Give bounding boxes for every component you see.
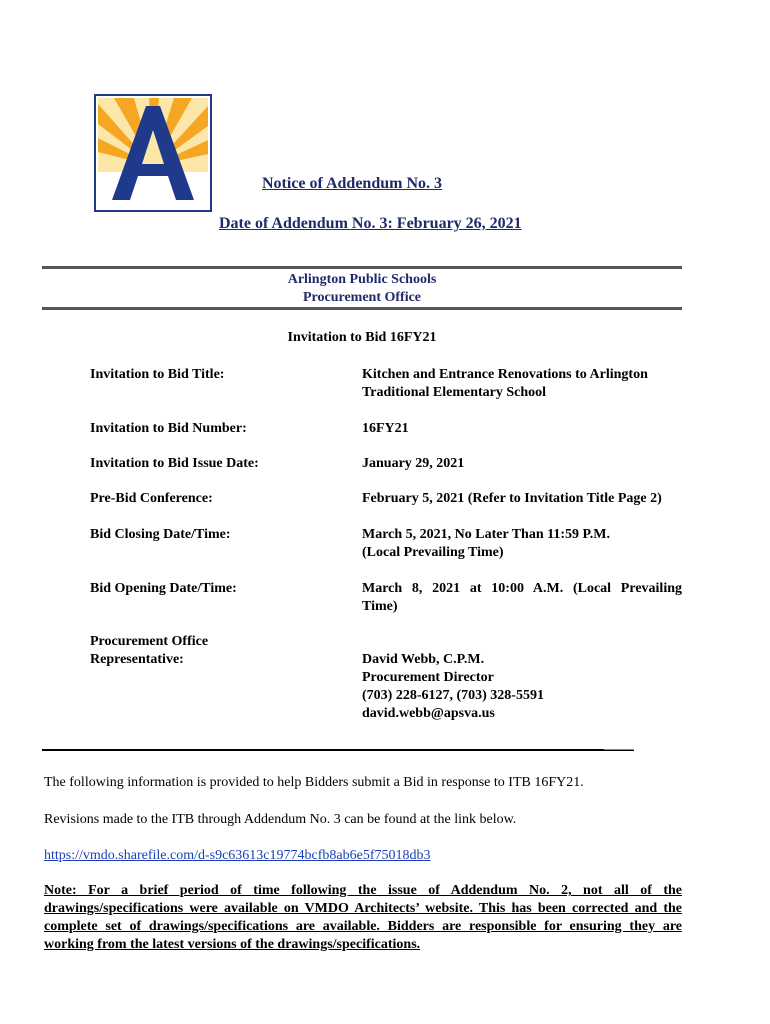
sharefile-link[interactable]: https://vmdo.sharefile.com/d-s9c63613c19774bcfb8ab6e5f75018db3 — [44, 848, 431, 863]
detail-label-number: Invitation to Bid Number: — [90, 421, 247, 436]
detail-value-opening-line2: Time) — [362, 599, 398, 614]
detail-label-title: Invitation to Bid Title: — [90, 367, 225, 382]
detail-label-prebid: Pre-Bid Conference: — [90, 491, 213, 506]
detail-value-opening-line1: March 8, 2021 at 10:00 A.M. (Local Prevailing — [362, 581, 682, 596]
body-paragraph-1: The following information is provided to help Bidders submit a Bid in response to ITB 16FY21. — [44, 775, 584, 790]
rep-name: David Webb, C.P.M. — [362, 652, 485, 667]
detail-label-issue-date: Invitation to Bid Issue Date: — [90, 456, 259, 471]
detail-label-opening: Bid Opening Date/Time: — [90, 581, 237, 596]
top-divider — [42, 266, 682, 269]
rep-email: david.webb@apsva.us — [362, 706, 495, 721]
detail-value-closing-line1: March 5, 2021, No Later Than 11:59 P.M. — [362, 527, 610, 542]
rep-title: Procurement Director — [362, 670, 494, 685]
detail-value-issue-date: January 29, 2021 — [362, 456, 465, 471]
bottom-divider — [42, 307, 682, 310]
rep-label-line1: Procurement Office — [90, 634, 209, 649]
addendum-date: Date of Addendum No. 3: February 26, 2021 — [219, 215, 522, 232]
section-separator — [42, 749, 634, 751]
notice-title: Notice of Addendum No. 3 — [262, 175, 443, 192]
detail-value-number: 16FY21 — [362, 421, 409, 436]
itb-heading: Invitation to Bid 16FY21 — [287, 330, 437, 345]
body-paragraph-2: Revisions made to the ITB through Addendum No. 3 can be found at the link below. — [44, 812, 517, 827]
org-name: Arlington Public Schools — [287, 272, 437, 287]
note-paragraph: Note: For a brief period of time following the issue of Addendum No. 2, not all of the drawings/specifications were available on VMDO Architects’ website. This has been corrected and the complete set of drawings/specifications are available. Bidders are responsible for ensuring they are working from the latest versions of the drawings/specifications. — [44, 883, 682, 952]
section-separator-tail — [604, 749, 634, 750]
detail-value-closing-line2: (Local Prevailing Time) — [362, 545, 504, 560]
aps-logo — [94, 94, 212, 212]
detail-label-closing: Bid Closing Date/Time: — [90, 527, 231, 542]
aps-logo-graphic — [94, 94, 212, 212]
org-office: Procurement Office — [302, 290, 422, 305]
detail-value-prebid: February 5, 2021 (Refer to Invitation Title Page 2) — [362, 491, 662, 506]
rep-phone: (703) 228-6127, (703) 328-5591 — [362, 688, 544, 703]
detail-value-title: Kitchen and Entrance Renovations to Arlington Traditional Elementary School — [362, 367, 648, 400]
rep-label-line2: Representative: — [90, 652, 184, 667]
